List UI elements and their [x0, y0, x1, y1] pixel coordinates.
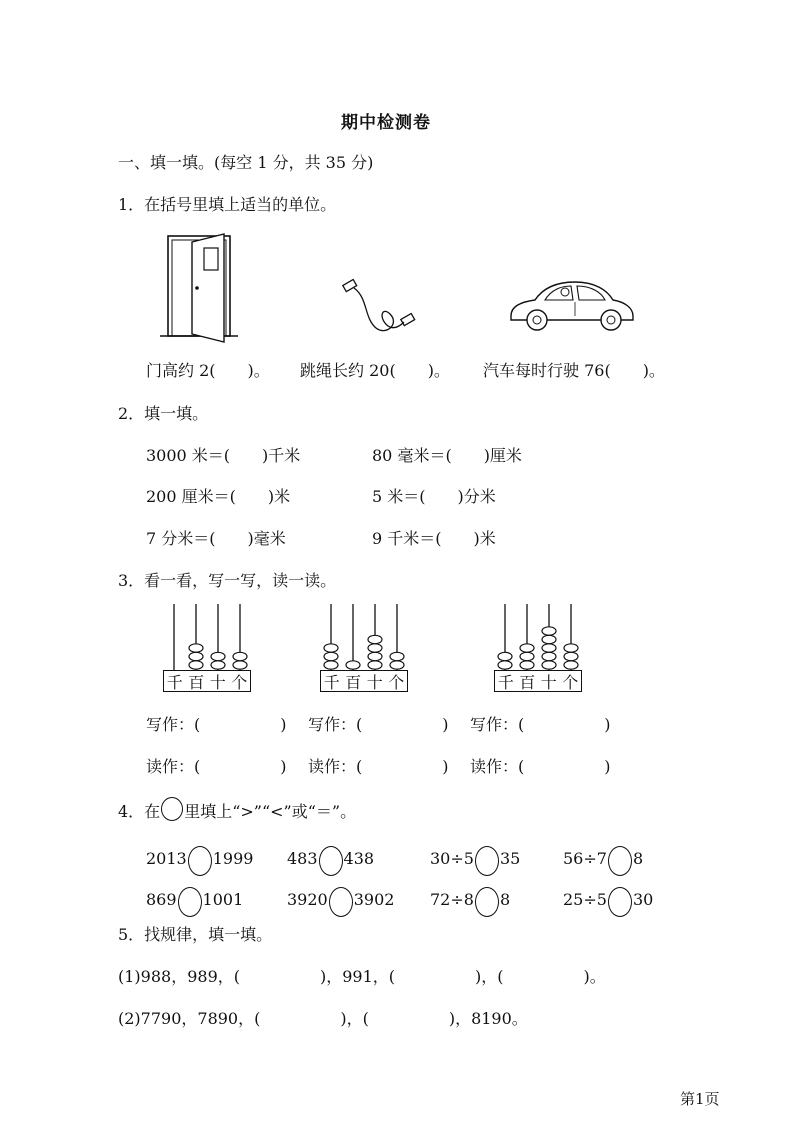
abacus-bead	[346, 661, 360, 669]
place-label: 百	[345, 672, 362, 692]
abacus-bead	[542, 652, 556, 660]
place-label: 百	[519, 672, 536, 692]
question-3-label: 3．看一看，写一写，读一读。	[118, 571, 337, 590]
abacus-bead	[542, 627, 556, 635]
place-label: 百	[188, 672, 205, 692]
question-2-label: 2．填一填。	[118, 404, 209, 423]
compare-item	[287, 846, 374, 876]
compare-item	[563, 846, 643, 876]
read-answer-2[interactable]: 读作：( )	[308, 757, 449, 776]
q1-item-door: 门高约 2( )。	[146, 361, 270, 380]
abacus-frame	[494, 670, 582, 692]
compare-circle[interactable]	[608, 846, 632, 876]
abacus-bead	[520, 644, 534, 652]
abacus-frame	[320, 670, 408, 692]
abacus-bead	[368, 635, 382, 643]
abacus-bead	[390, 661, 404, 669]
compare-right: 35	[499, 849, 521, 868]
abacus-bead	[542, 661, 556, 669]
jump-rope-icon	[338, 278, 418, 340]
q2-row2-right: 5 米＝( )分米	[372, 487, 496, 506]
question-5-label: 5．找规律，填一填。	[118, 925, 273, 944]
abacus-bead	[520, 652, 534, 660]
place-label: 十	[366, 672, 383, 692]
abacus-bead	[189, 661, 203, 669]
abacus-frame	[163, 670, 251, 692]
page-title: 期中检测卷	[341, 113, 431, 133]
abacus-bead	[368, 644, 382, 652]
place-label: 千	[497, 672, 514, 692]
q5-line-1[interactable]: (1)988，989，( )，991，( )，( )。	[118, 967, 606, 986]
compare-item	[430, 887, 510, 917]
q1-item-car: 汽车每时行驶 76( )。	[483, 361, 665, 380]
abacus-1	[163, 604, 251, 694]
place-label: 千	[166, 672, 183, 692]
compare-item	[146, 887, 243, 917]
circle-icon	[161, 797, 183, 821]
compare-left: 56÷7	[563, 849, 607, 868]
compare-left: 72÷8	[430, 890, 474, 909]
abacus-rods	[494, 604, 582, 670]
car-icon	[505, 276, 637, 334]
place-label: 十	[209, 672, 226, 692]
place-label: 个	[562, 672, 579, 692]
abacus-bead	[189, 652, 203, 660]
q2-row1-right: 80 毫米＝( )厘米	[372, 446, 522, 465]
abacus-bead	[542, 644, 556, 652]
abacus-bead	[564, 652, 578, 660]
compare-item	[430, 846, 520, 876]
compare-right: 1001	[202, 890, 244, 909]
abacus-3	[494, 604, 582, 694]
compare-left: 869	[146, 890, 177, 909]
abacus-bead	[498, 652, 512, 660]
q2-row3-right: 9 千米＝( )米	[372, 529, 496, 548]
abacus-bead	[520, 661, 534, 669]
compare-circle[interactable]	[475, 887, 499, 917]
compare-circle[interactable]	[178, 887, 202, 917]
abacus-bead	[390, 652, 404, 660]
write-answer-3[interactable]: 写作：( )	[470, 715, 611, 734]
compare-right: 1999	[212, 849, 254, 868]
compare-circle[interactable]	[608, 887, 632, 917]
abacus-bead	[211, 652, 225, 660]
question-4-label	[118, 797, 356, 822]
abacus-rods	[163, 604, 251, 670]
compare-circle[interactable]	[329, 887, 353, 917]
read-answer-1[interactable]: 读作：( )	[146, 757, 287, 776]
abacus-bead	[324, 652, 338, 660]
compare-right: 3902	[353, 890, 395, 909]
place-label: 千	[323, 672, 340, 692]
compare-item	[287, 887, 394, 917]
abacus-bead	[233, 661, 247, 669]
compare-right: 30	[632, 890, 654, 909]
abacus-rods	[320, 604, 408, 670]
q2-row1-left: 3000 米＝( )千米	[146, 446, 301, 465]
page-number: 第1页	[680, 1090, 720, 1108]
compare-item	[146, 846, 253, 876]
abacus-bead	[564, 661, 578, 669]
read-answer-3[interactable]: 读作：( )	[470, 757, 611, 776]
section-heading: 一、填一填。(每空 1 分，共 35 分)	[118, 153, 374, 172]
abacus-bead	[324, 661, 338, 669]
compare-right: 8	[499, 890, 511, 909]
compare-left: 3920	[287, 890, 328, 909]
abacus-bead	[189, 644, 203, 652]
compare-left: 483	[287, 849, 318, 868]
compare-circle[interactable]	[188, 846, 212, 876]
q4-label-post: 里填上“>”“<”或“＝”。	[184, 802, 357, 821]
abacus-bead	[211, 661, 225, 669]
abacus-bead	[368, 661, 382, 669]
q2-row3-left: 7 分米＝( )毫米	[146, 529, 286, 548]
door-icon	[160, 232, 240, 340]
abacus-bead	[564, 644, 578, 652]
compare-item	[563, 887, 653, 917]
abacus-bead	[324, 644, 338, 652]
q5-line-2[interactable]: (2)7790，7890，( )，( )，8190。	[118, 1009, 528, 1028]
q4-label-pre: 4．在	[118, 802, 161, 821]
place-label: 个	[388, 672, 405, 692]
abacus-bead	[233, 652, 247, 660]
compare-left: 25÷5	[563, 890, 607, 909]
compare-left: 2013	[146, 849, 187, 868]
write-answer-2[interactable]: 写作：( )	[308, 715, 449, 734]
question-1-label: 1．在括号里填上适当的单位。	[118, 195, 337, 214]
compare-right: 438	[343, 849, 375, 868]
place-label: 个	[231, 672, 248, 692]
compare-left: 30÷5	[430, 849, 474, 868]
abacus-bead	[542, 635, 556, 643]
place-label: 十	[540, 672, 557, 692]
q2-row2-left: 200 厘米＝( )米	[146, 487, 291, 506]
compare-right: 8	[632, 849, 644, 868]
compare-circle[interactable]	[475, 846, 499, 876]
abacus-2	[320, 604, 408, 694]
write-answer-1[interactable]: 写作：( )	[146, 715, 287, 734]
q1-item-rope: 跳绳长约 20( )。	[300, 361, 450, 380]
abacus-bead	[368, 652, 382, 660]
compare-circle[interactable]	[319, 846, 343, 876]
abacus-bead	[498, 661, 512, 669]
